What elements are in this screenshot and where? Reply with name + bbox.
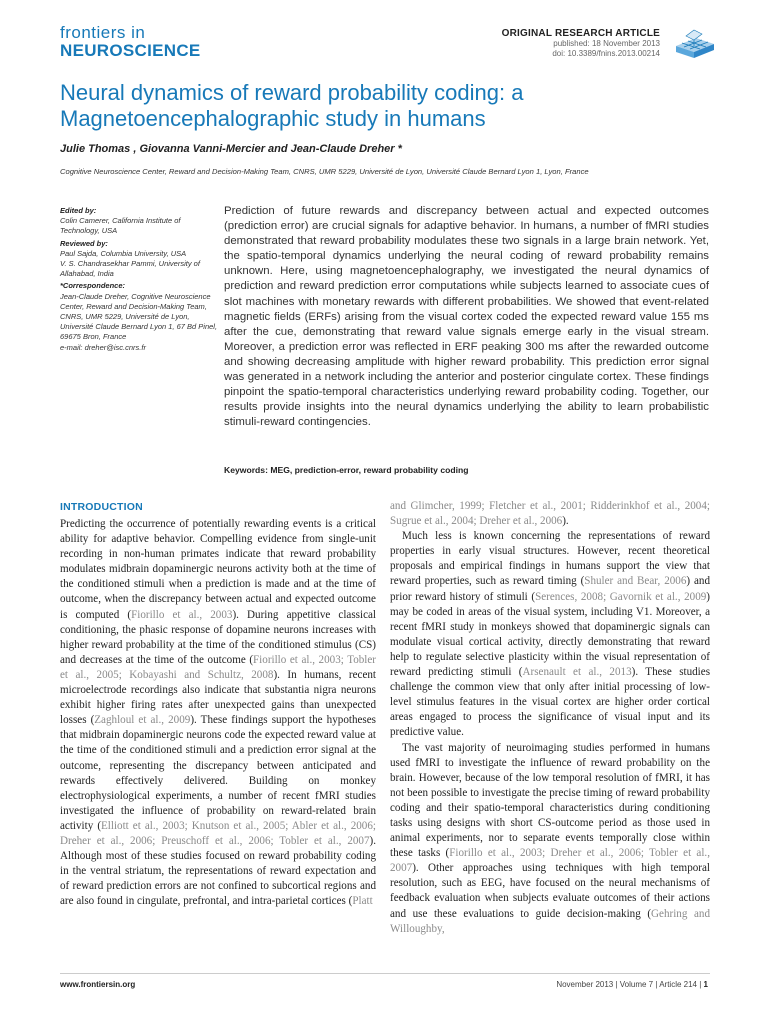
citation-link[interactable]: Arsenault et al., 2013 <box>522 666 632 679</box>
paragraph <box>390 741 710 937</box>
body-text: ). These studies challenge the common view that only after initial processing of low-level stimulus features in the visual cortex are higher order cortical areas engaged to process the significance of visual input and its predictive value. <box>390 666 711 739</box>
citation-link[interactable]: Fiorillo et al., 2003 <box>131 608 233 621</box>
keywords-label: Keywords: <box>224 465 268 475</box>
section-heading-introduction: INTRODUCTION <box>60 501 143 513</box>
body-column-left <box>60 517 376 909</box>
footer-divider <box>60 973 710 974</box>
editor: Colin Camerer, California Institute of Technology, USA <box>60 216 181 236</box>
citation-link[interactable]: Zaghloul et al., 2009 <box>94 714 191 727</box>
citation-link[interactable]: Fiorillo et al., 2003; Dreher et al., 2006; Tobler et al., 2007 <box>390 847 710 875</box>
body-text: ). During appetitive classical conditioning, the phasic response of dopamine neurons increases with higher reward probability at the time of the conditioned stimulus (CS) and decreases at the time of the outcome ( <box>60 608 377 666</box>
paragraph <box>390 529 710 740</box>
citation-link[interactable]: Serences, 2008; Gavornik et al., 2009 <box>535 590 707 603</box>
citation-link[interactable]: Elliott et al., 2003; Knutson et al., 2005; Abler et al., 2006; Dreher et al., 2006; Preuschoff et al., 2006; Tobler et al., 2007 <box>60 819 376 847</box>
body-text: ). Other approaches using techniques with high temporal resolution, such as EEG, have focused on the neural mechanisms of feedback evaluation when subjects evaluate outcomes of their actions and use these evaluations to guide decision-making ( <box>390 862 710 920</box>
frontiers-brand-icon <box>672 22 716 62</box>
authors: Julie Thomas , Giovanna Vanni-Mercier and Jean-Claude Dreher * <box>60 143 402 155</box>
footer-url[interactable]: www.frontiersin.org <box>60 980 136 989</box>
body-text: ) and prior reward history of stimuli ( <box>390 575 710 603</box>
citation-link[interactable]: Fiorillo et al., 2003; Tobler et al., 2005; Kobayashi and Schultz, 2008 <box>60 653 376 681</box>
journal-logo <box>60 24 201 59</box>
affiliation: Cognitive Neuroscience Center, Reward and Decision-Making Team, CNRS, UMR 5229, Université de Lyon, Université Claude Bernard Lyon 1, Lyon, France <box>60 167 589 176</box>
body-text: ). <box>562 515 569 528</box>
correspondence-label: *Correspondence: <box>60 281 126 291</box>
editorial-sidebar <box>60 206 220 353</box>
body-text: Predicting the occurrence of potentially rewarding events is a critical ability for adaptive behavior. Compelling evidence from single-unit recording in non-human primates indicate that reward probability modulates midbrain dopaminergic neurons activity both at the time of the conditioned stimuli when a prediction is made and at the time of outcome, when the discrepancy between actual and expected outcome is computed ( <box>60 518 376 621</box>
body-text: ). These findings support the hypotheses that midbrain dopaminergic neurons code the expected reward value at the time of the conditioned stimuli and a prediction error signal at the outcome, representing the discrepancy between anticipated and rewards effectively delivered. Building on monkey electrophysiological experiments, a number of recent fMRI studies investigated the influence of probability on reward-related brain activity ( <box>60 714 376 832</box>
journal-name-line2: NEUROSCIENCE <box>60 41 201 60</box>
journal-name-line1: frontiers in <box>60 23 146 42</box>
body-column-right <box>390 499 710 937</box>
reviewed-by-label: Reviewed by: <box>60 238 108 248</box>
edited-by-label: Edited by: <box>60 206 97 215</box>
article-type: ORIGINAL RESEARCH ARTICLE <box>501 28 660 39</box>
paragraph <box>390 499 710 529</box>
body-text: ). Although most of these studies focused on reward probability coding in the ventral striatum, the representations of reward expectation and of reward prediction errors are not confined to subcortical regions and are also found in cingulate, prefrontal, and intra-parietal cortices ( <box>60 834 376 908</box>
correspondence-email[interactable]: e-mail: dreher@isc.cnrs.fr <box>60 342 146 352</box>
footer-volume-info: November 2013 | Volume 7 | Article 214 | <box>556 980 702 989</box>
publication-date: published: 18 November 2013 <box>553 39 660 48</box>
citation-link[interactable]: Shuler and Bear, 2006 <box>584 575 687 588</box>
body-text: Much less is known concerning the representations of reward properties in early visual structures. However, recent theoretical proposals and empirical findings in humans support the view that reward properties, such as reward timing ( <box>390 530 710 588</box>
body-text: The vast majority of neuroimaging studies performed in humans used fMRI to investigate the influence of reward probability on the brain. However, because of the low temporal resolution of fMRI, it has not been possible to investigate the precise timing of reward probability coding and their spatio-temporal characteristics during conditioning tasks using designs with short CS-outcome period as those used in animal experiments, nor to separate events temporally close within these tasks ( <box>390 741 710 860</box>
citation-link[interactable]: Gehring and Willoughby, <box>390 907 710 935</box>
reviewer: Paul Sajda, Columbia University, USA <box>60 248 187 258</box>
paragraph <box>60 517 376 909</box>
body-text: ). In humans, recent microelectrode recordings also indicate that substantia nigra neurons exhibit higher firing rates after unexpected gains than unexpected losses ( <box>60 668 376 727</box>
article-meta <box>502 28 660 59</box>
keywords <box>224 465 469 475</box>
correspondence-address: Jean-Claude Dreher, Cognitive Neuroscience Center, Reward and Decision-Making Team, CNRS, UMR 5229, Université de Lyon, Université Claude Bernard Lyon 1, 67 Bd Pinel, 69675 Bron, France <box>60 291 218 342</box>
page-number: 1 <box>703 980 708 989</box>
article-title: Neural dynamics of reward probability coding: a Magnetoencephalographic study in humans <box>60 80 524 131</box>
keywords-list: MEG, prediction-error, reward probability coding <box>270 465 469 475</box>
footer-info <box>556 980 708 989</box>
abstract: Prediction of future rewards and discrepancy between actual and expected outcomes (prediction error) are crucial signals for adaptive behavior. In humans, a number of fMRI studies demonstrated that reward probability modulates these two signals in a large brain network. Yet, the spatio-temporal dynamics underlying the neural coding of reward probability remains unknown. Here, using magnetoencephalography, we investigated the neural dynamics of prediction and reward prediction error computations while subjects learned to associate cues of slot machines with monetary rewards with different probabilities. We showed that event-related magnetic fields (ERFs) arising from the visual cortex coded the expected reward value 155 ms after the cue, demonstrating that reward value signals emerge early in the visual stream. Moreover, a prediction error was reflected in ERF peaking 300 ms after the rewarded outcome and showing decreasing amplitude with higher reward probability. This prediction error signal was generated in a network including the anterior and posterior cingulate cortex. These findings pinpoint the spatio-temporal characteristics underlying reward probability coding. Together, our results provide insights into the neural dynamics underlying the ability to learn probabilistic stimuli-reward contingencies. <box>224 205 709 429</box>
citation-link[interactable]: Platt <box>352 895 373 908</box>
body-text: ) may be coded in areas of the visual system, including V1. Moreover, a recent fMRI study in monkeys showed that dopaminergic signals can modulate visual cortical activity, directly demonstrating that reward help to regulate selective plasticity within the visual representation of reward predicting stimuli ( <box>390 590 710 679</box>
doi: doi: 10.3389/fnins.2013.00214 <box>552 49 660 58</box>
reviewer: V. S. Chandrasekhar Pammi, University of Allahabad, India <box>60 259 200 279</box>
citation-link[interactable]: and Glimcher, 1999; Fletcher et al., 2001; Ridderinkhof et al., 2004; Sugrue et al., 2004; Dreher et al., 2006 <box>390 500 710 528</box>
